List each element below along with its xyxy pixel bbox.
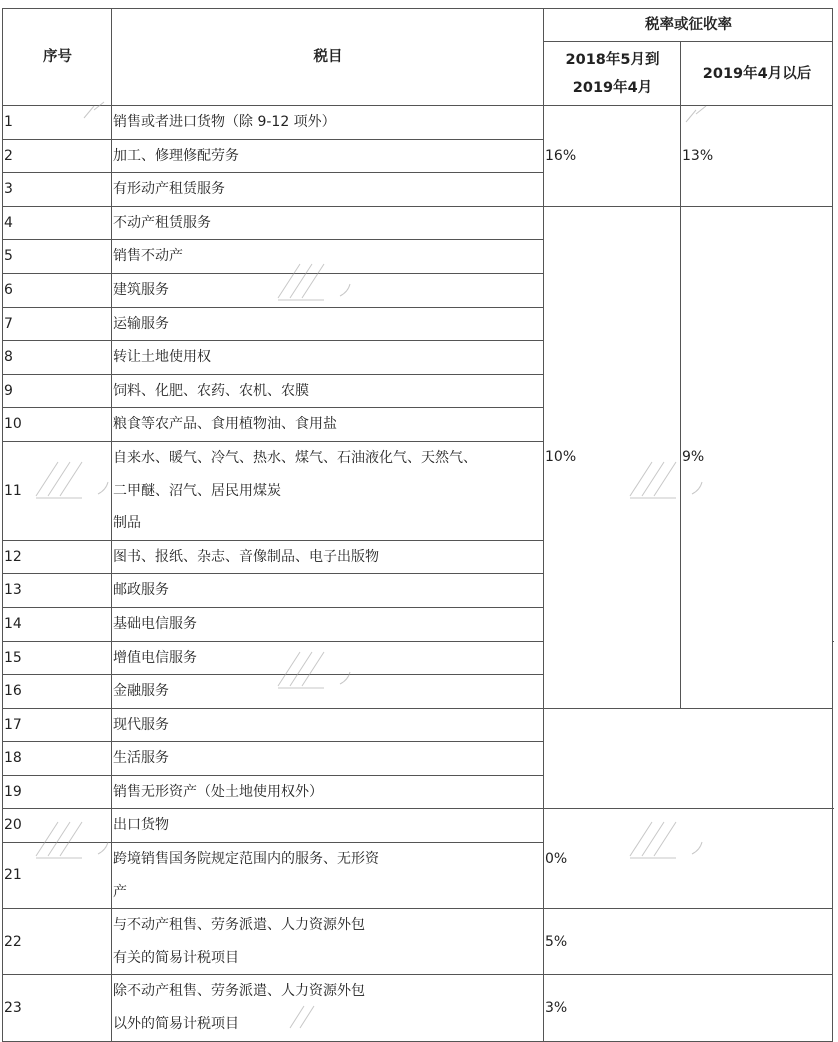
table-row <box>3 809 833 843</box>
row-item: 邮政服务 <box>112 574 544 608</box>
header-item: 税目 <box>112 9 544 106</box>
row-item-line: 自来水、暖气、冷气、热水、煤气、石油液化气、天然气、 <box>113 449 477 466</box>
table-row <box>3 206 833 240</box>
header-period1-line1: 2018年5月到 <box>565 51 660 68</box>
row-number: 18 <box>3 742 112 776</box>
row-number: 16 <box>3 675 112 709</box>
row-number: 23 <box>3 975 112 1041</box>
row-item: 销售无形资产（处土地使用权外） <box>112 775 544 809</box>
row-number: 10 <box>3 408 112 442</box>
row-number: 13 <box>3 574 112 608</box>
table-row <box>3 775 833 809</box>
row-number: 19 <box>3 775 112 809</box>
table-row <box>3 708 833 742</box>
row-number: 15 <box>3 641 112 675</box>
row-number: 8 <box>3 341 112 375</box>
row-item: 不动产租赁服务 <box>112 206 544 240</box>
table-row <box>3 909 833 975</box>
row-number: 17 <box>3 708 112 742</box>
row-item: 生活服务 <box>112 742 544 776</box>
rate-2019: 9% <box>681 206 833 708</box>
row-number: 6 <box>3 273 112 307</box>
table-row <box>3 106 833 140</box>
row-item: 销售不动产 <box>112 240 544 274</box>
row-item: 加工、修理修配劳务 <box>112 139 544 173</box>
row-item-line: 与不动产租售、劳务派遣、人力资源外包 <box>113 917 365 934</box>
rate-merged: 3% <box>544 975 833 1041</box>
row-item: 转让土地使用权 <box>112 341 544 375</box>
row-item: 增值电信服务 <box>112 641 544 675</box>
row-number: 14 <box>3 607 112 641</box>
rate-2018: 10% <box>544 206 681 708</box>
row-item: 运输服务 <box>112 307 544 341</box>
row-item: 销售或者进口货物（除 9-12 项外） <box>112 106 544 140</box>
header-period1-line2: 2019年4月 <box>572 79 653 96</box>
row-item: 金融服务 <box>112 675 544 709</box>
row-number: 9 <box>3 374 112 408</box>
row-item <box>112 843 544 909</box>
header-period-after-2019: 2019年4月以后 <box>681 42 833 106</box>
tax-rate-table <box>2 8 833 1042</box>
row-number: 22 <box>3 909 112 975</box>
row-item: 有形动产租赁服务 <box>112 173 544 207</box>
row-number: 5 <box>3 240 112 274</box>
row-item: 图书、报纸、杂志、音像制品、电子出版物 <box>112 540 544 574</box>
row-number: 3 <box>3 173 112 207</box>
table-row <box>3 975 833 1041</box>
row-item: 现代服务 <box>112 708 544 742</box>
rate-2019: 13% <box>681 106 833 207</box>
row-number: 12 <box>3 540 112 574</box>
row-item-line: 制品 <box>113 515 141 532</box>
rate-merged: 0% <box>544 809 833 909</box>
row-number: 4 <box>3 206 112 240</box>
table-row <box>3 742 833 776</box>
row-item <box>112 441 544 540</box>
row-number: 20 <box>3 809 112 843</box>
row-item-line: 有关的简易计税项目 <box>113 949 239 966</box>
header-seq: 序号 <box>3 9 112 106</box>
row-item <box>112 975 544 1041</box>
row-item: 建筑服务 <box>112 273 544 307</box>
row-number: 7 <box>3 307 112 341</box>
row-number: 21 <box>3 843 112 909</box>
header-period-2018-2019 <box>544 42 681 106</box>
row-item-line: 以外的简易计税项目 <box>113 1016 239 1033</box>
row-item-line: 除不动产租售、劳务派遣、人力资源外包 <box>113 983 365 1000</box>
row-item: 粮食等农产品、食用植物油、食用盐 <box>112 408 544 442</box>
row-item: 饲料、化肥、农药、农机、农膜 <box>112 374 544 408</box>
row-item-line: 二甲醚、沼气、居民用煤炭 <box>113 482 281 499</box>
row-item-line: 跨境销售国务院规定范围内的服务、无形资 <box>113 851 379 868</box>
row-item-line: 产 <box>113 883 127 900</box>
row-number: 11 <box>3 441 112 540</box>
header-rate-group: 税率或征收率 <box>544 9 833 42</box>
rate-merged: 5% <box>544 909 833 975</box>
row-number: 2 <box>3 139 112 173</box>
rate-2018: 16% <box>544 106 681 207</box>
row-item: 出口货物 <box>112 809 544 843</box>
row-item: 基础电信服务 <box>112 607 544 641</box>
row-item <box>112 909 544 975</box>
row-number: 1 <box>3 106 112 140</box>
